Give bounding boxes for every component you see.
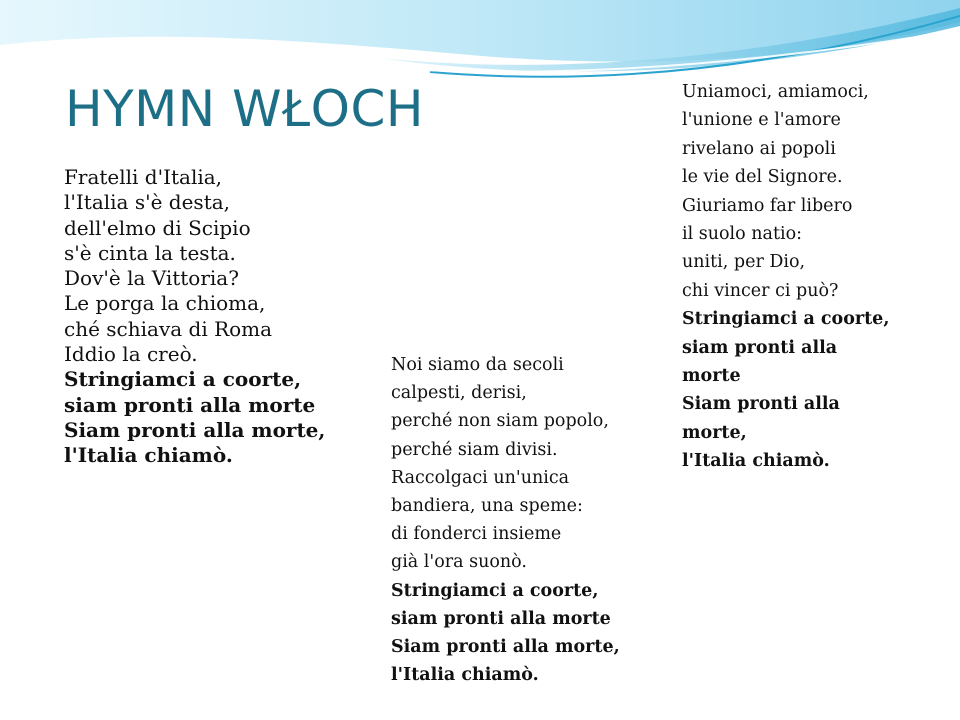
verse-line: calpesti, derisi, xyxy=(391,383,527,404)
verse-line: s'è cinta la testa. xyxy=(64,240,236,265)
refrain-line: siam pronti alla morte xyxy=(391,608,611,629)
decorative-wave-header xyxy=(0,0,960,90)
verse-line: Dov'è la Vittoria? xyxy=(64,266,239,291)
refrain-line: Siam pronti alla morte, xyxy=(391,637,620,658)
refrain-line: morte xyxy=(682,366,741,387)
verse-line: Fratelli d'Italia, xyxy=(64,165,223,189)
verse-line: Uniamoci, amiamoci, xyxy=(682,82,869,102)
refrain-line: Siam pronti alla morte, xyxy=(64,417,326,442)
refrain-line: Stringiamci a coorte, xyxy=(391,580,599,601)
verse-column-1 xyxy=(64,165,325,469)
verse-line: di fonderci insieme xyxy=(391,524,562,545)
verse-line: uniti, per Dio, xyxy=(682,252,806,273)
refrain-line: Stringiamci a coorte, xyxy=(64,367,302,392)
refrain-line: Siam pronti alla xyxy=(682,394,840,415)
verse-line: dell'elmo di Scipio xyxy=(64,215,251,240)
verse-line: perché non siam popolo, xyxy=(391,411,609,432)
refrain-line: siam pronti alla xyxy=(682,337,838,358)
slide-title: HYMN WŁOCH xyxy=(65,80,424,138)
verse-line: bandiera, una speme: xyxy=(391,496,583,517)
verse-line: le vie del Signore. xyxy=(682,167,843,188)
verse-line: Noi siamo da secoli xyxy=(391,355,564,375)
verse-line: l'unione e l'amore xyxy=(682,110,841,131)
verse-column-2 xyxy=(391,351,620,689)
verse-line: perché siam divisi. xyxy=(391,439,558,460)
verse-line: già l'ora suonò. xyxy=(391,552,527,573)
verse-line: rivelano ai popoli xyxy=(682,138,836,159)
verse-line: l'Italia s'è desta, xyxy=(64,190,231,215)
verse-line: chi vincer ci può? xyxy=(682,280,839,301)
verse-line: Giuriamo far libero xyxy=(682,195,853,216)
verse-line: ché schiava di Roma xyxy=(64,316,273,341)
refrain-line: morte, xyxy=(682,422,747,443)
verse-line: Le porga la chioma, xyxy=(64,291,266,316)
refrain-line: Stringiamci a coorte, xyxy=(682,309,890,330)
refrain-line: l'Italia chiamò. xyxy=(682,451,830,472)
verse-line: il suolo natio: xyxy=(682,224,803,245)
verse-column-3 xyxy=(682,78,889,476)
verse-line: Raccolgaci un'unica xyxy=(391,467,570,488)
refrain-line: l'Italia chiamò. xyxy=(64,443,233,468)
verse-line: Iddio la creò. xyxy=(64,342,198,367)
refrain-line: l'Italia chiamò. xyxy=(391,665,539,686)
refrain-line: siam pronti alla morte xyxy=(64,392,316,417)
